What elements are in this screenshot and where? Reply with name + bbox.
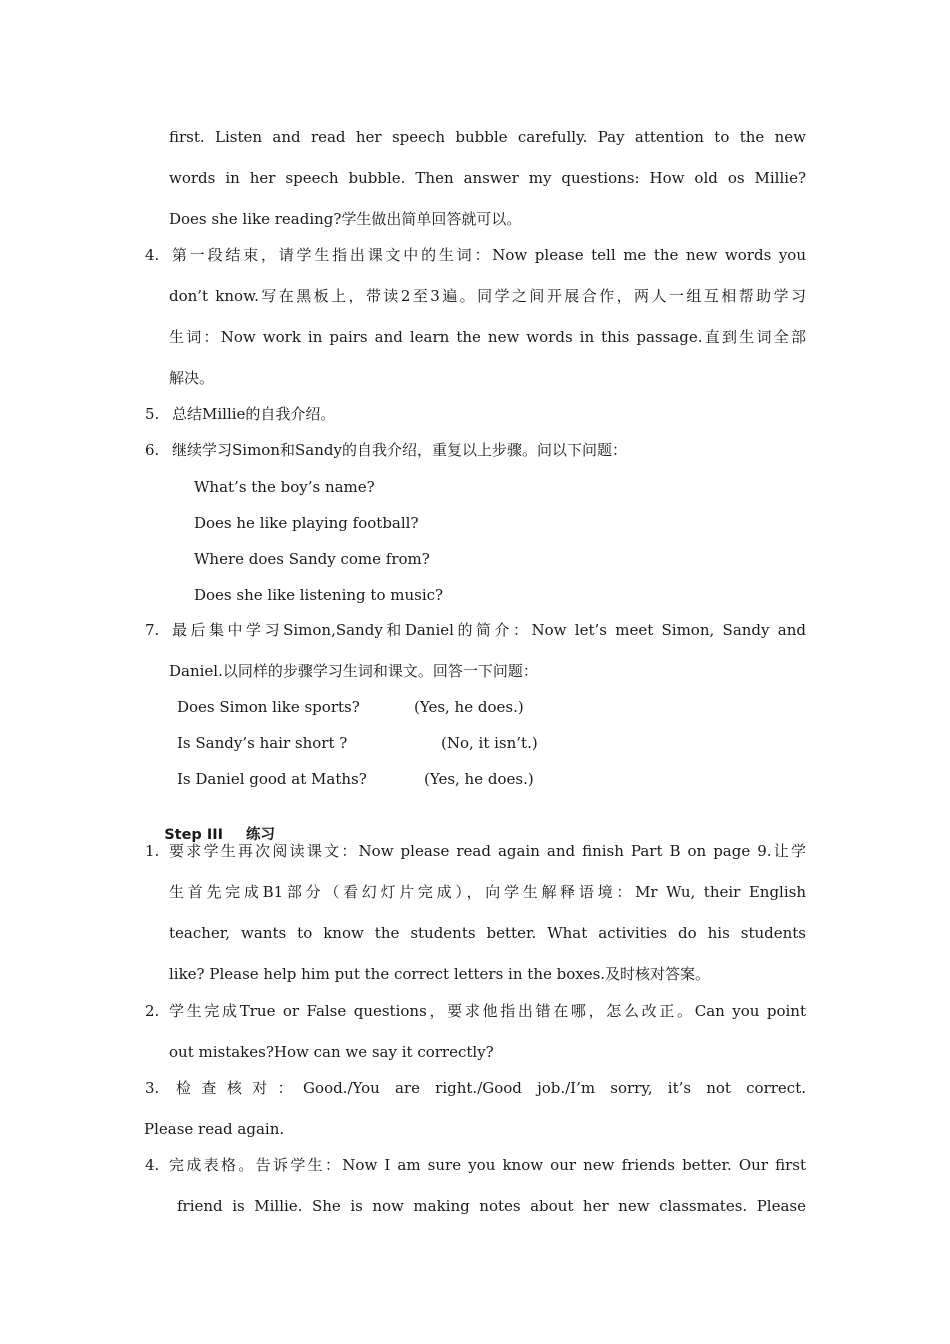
text-line: 最后集中学习Simon,Sandy和Daniel的简介：Now let’s meet Simon, Sandy and	[172, 621, 806, 639]
qa-answer: (No, it isn’t.)	[441, 734, 538, 752]
qa-question: Is Sandy’s hair short ?	[177, 734, 348, 752]
question: What’s the boy’s name?	[194, 478, 375, 496]
text-line: Does she like reading?学生做出简单回答就可以。	[169, 210, 522, 228]
text-line: 第一段结束，请学生指出课文中的生词：Now please tell me the new words you	[172, 246, 806, 264]
text-line: 检查核对：Good./You are right./Good job./I’m sorry, it’s not correct.	[176, 1079, 806, 1097]
list-number: 6.	[145, 441, 160, 459]
text-line: first. Listen and read her speech bubble carefully. Pay attention to the new	[169, 128, 806, 146]
text-line: 继续学习Simon和Sandy的自我介绍，重复以上步骤。问以下问题：	[172, 441, 627, 459]
question: Does she like listening to music?	[194, 586, 444, 604]
text-line: 学生完成True or False questions，要求他指出错在哪，怎么改正。Can you point	[169, 1002, 806, 1020]
list-number: 4.	[145, 1156, 160, 1174]
text-line: don’t know.写在黑板上，带读2至3遍。同学之间开展合作，两人一组互相帮助学习	[169, 287, 806, 305]
text-line: 解决。	[169, 369, 215, 387]
text-line: friend is Millie. She is now making notes about her new classmates. Please	[177, 1197, 806, 1215]
text-line: 总结Millie的自我介绍。	[172, 405, 336, 423]
text-line: like? Please help him put the correct letters in the boxes.及时核对答案。	[169, 965, 711, 983]
text-line: 完成表格。告诉学生：Now I am sure you know our new friends better. Our first	[169, 1156, 806, 1174]
text-line: out mistakes?How can we say it correctly?	[169, 1043, 494, 1061]
text-line: 生首先完成B1部分（看幻灯片完成），向学生解释语境：Mr Wu, their English	[169, 883, 806, 901]
section-title: Step III	[164, 827, 224, 843]
qa-answer: (Yes, he does.)	[414, 698, 524, 716]
text-line: words in her speech bubble. Then answer my questions: How old os Millie?	[169, 169, 806, 187]
list-number: 3.	[145, 1079, 160, 1097]
qa-question: Is Daniel good at Maths?	[177, 770, 367, 788]
list-number: 1.	[145, 842, 160, 860]
list-number: 4.	[145, 246, 160, 264]
qa-answer: (Yes, he does.)	[424, 770, 534, 788]
text-line: Please read again.	[144, 1120, 285, 1138]
text-line: 要求学生再次阅读课文：Now please read again and finish Part B on page 9.让学	[169, 842, 806, 860]
list-number: 5.	[145, 405, 160, 423]
question: Where does Sandy come from?	[194, 550, 430, 568]
section-subtitle: 练习	[246, 827, 276, 843]
qa-question: Does Simon like sports?	[177, 698, 360, 716]
list-number: 2.	[145, 1002, 160, 1020]
list-number: 7.	[145, 621, 160, 639]
text-line: teacher, wants to know the students better. What activities do his students	[169, 924, 806, 942]
question: Does he like playing football?	[194, 514, 419, 532]
text-line: Daniel.以同样的步骤学习生词和课文。回答一下问题：	[169, 662, 538, 680]
text-line: 生词：Now work in pairs and learn the new words in this passage.直到生词全部	[169, 328, 806, 346]
